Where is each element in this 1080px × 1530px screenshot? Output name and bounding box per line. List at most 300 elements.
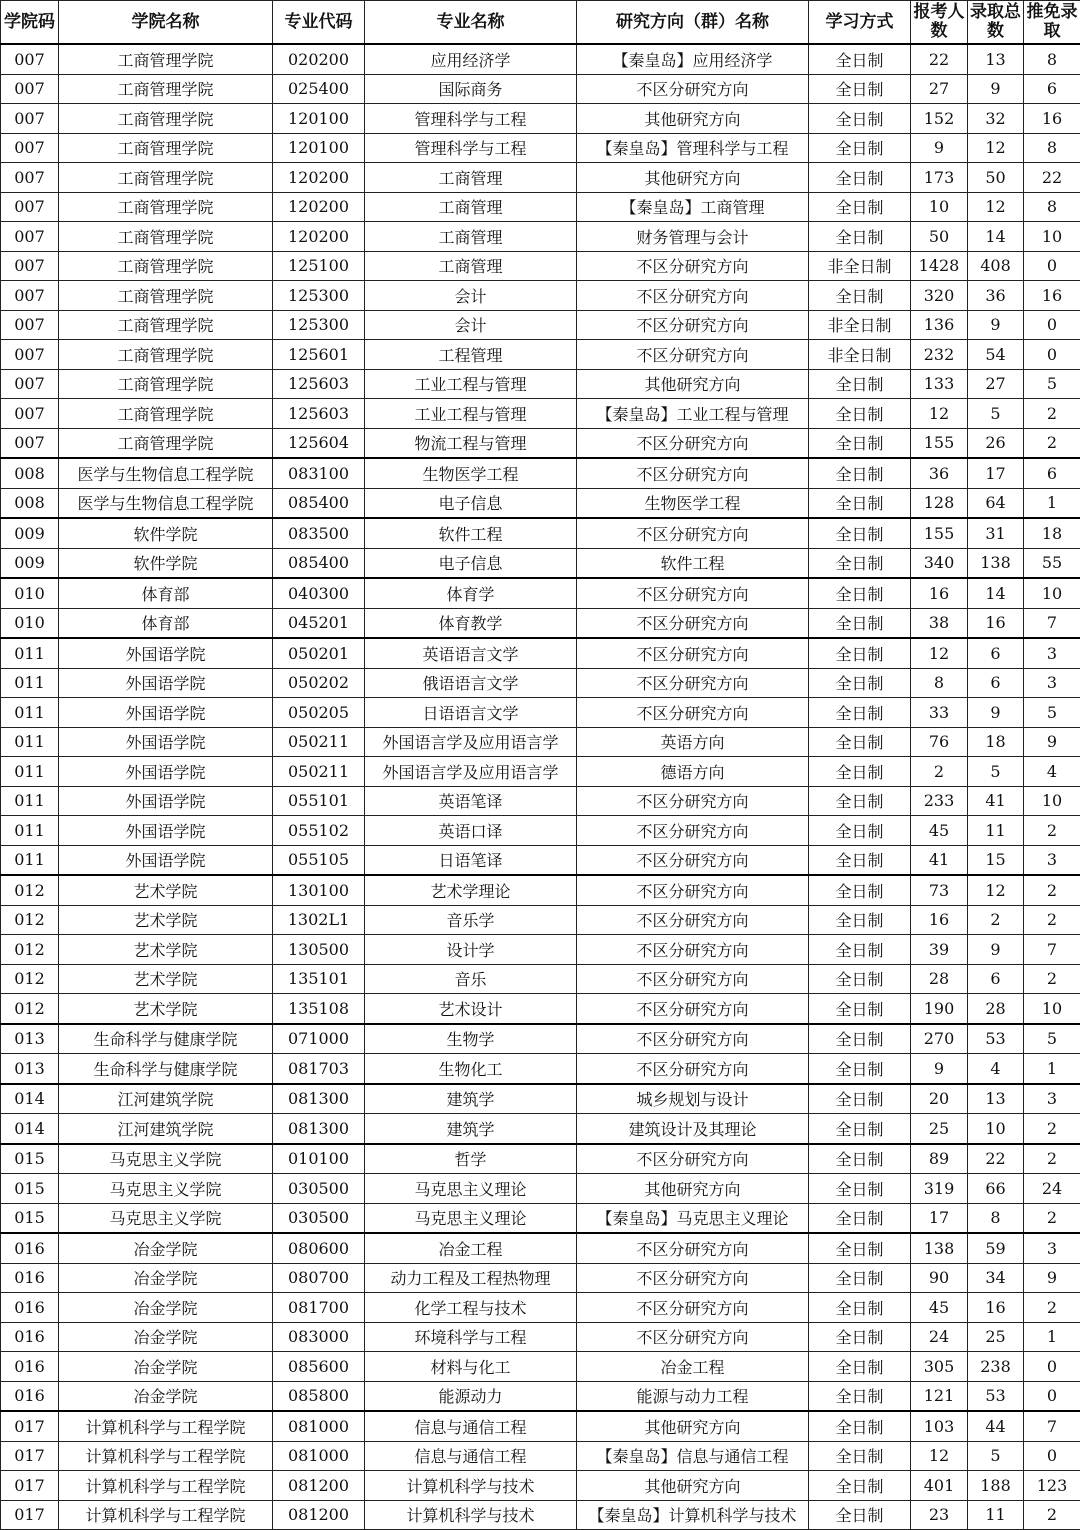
col-header-college-name: 学院名称 <box>59 1 273 45</box>
major-code-cell: 081200 <box>273 1471 365 1501</box>
college-name-cell: 工商管理学院 <box>59 428 273 458</box>
major-name-cell: 建筑学 <box>365 1084 577 1114</box>
college-name-cell: 冶金学院 <box>59 1381 273 1411</box>
research-direction-cell: 财务管理与会计 <box>577 222 809 252</box>
college-name-cell: 工商管理学院 <box>59 310 273 340</box>
table-row <box>1 1233 1080 1263</box>
applicants-cell: 319 <box>911 1174 968 1204</box>
applicants-cell: 50 <box>911 222 968 252</box>
major-name-cell: 工程管理 <box>365 340 577 370</box>
college-name-cell: 工商管理学院 <box>59 104 273 134</box>
recommended-admitted-cell: 8 <box>1024 192 1080 222</box>
study-mode-cell: 全日制 <box>809 1054 911 1084</box>
table-row <box>1 845 1080 875</box>
research-direction-cell: 英语方向 <box>577 727 809 757</box>
college-name-cell: 工商管理学院 <box>59 192 273 222</box>
applicants-cell: 401 <box>911 1471 968 1501</box>
recommended-admitted-cell: 16 <box>1024 104 1080 134</box>
applicants-cell: 12 <box>911 638 968 668</box>
applicants-cell: 23 <box>911 1500 968 1530</box>
admitted-total-cell: 53 <box>968 1024 1024 1054</box>
admitted-total-cell: 17 <box>968 458 1024 488</box>
research-direction-cell: 不区分研究方向 <box>577 1144 809 1174</box>
college-code-cell: 011 <box>1 668 59 698</box>
college-code-cell: 012 <box>1 935 59 965</box>
applicants-cell: 1428 <box>911 251 968 281</box>
table-row <box>1 251 1080 281</box>
major-name-cell: 工商管理 <box>365 163 577 193</box>
research-direction-cell: 城乡规划与设计 <box>577 1084 809 1114</box>
study-mode-cell: 全日制 <box>809 1293 911 1323</box>
table-row <box>1 222 1080 252</box>
study-mode-cell: 全日制 <box>809 133 911 163</box>
table-row <box>1 458 1080 488</box>
college-name-cell: 艺术学院 <box>59 875 273 905</box>
recommended-admitted-cell: 9 <box>1024 1263 1080 1293</box>
major-name-cell: 日语语言文学 <box>365 698 577 728</box>
table-row <box>1 310 1080 340</box>
college-code-cell: 007 <box>1 74 59 104</box>
major-name-cell: 俄语语言文学 <box>365 668 577 698</box>
applicants-cell: 73 <box>911 875 968 905</box>
study-mode-cell: 全日制 <box>809 399 911 429</box>
major-name-cell: 信息与通信工程 <box>365 1441 577 1471</box>
admitted-total-cell: 14 <box>968 222 1024 252</box>
admitted-total-cell: 2 <box>968 905 1024 935</box>
admitted-total-cell: 59 <box>968 1233 1024 1263</box>
recommended-admitted-cell: 2 <box>1024 428 1080 458</box>
applicants-cell: 121 <box>911 1381 968 1411</box>
applicants-cell: 232 <box>911 340 968 370</box>
major-name-cell: 生物学 <box>365 1024 577 1054</box>
college-code-cell: 007 <box>1 192 59 222</box>
table-row <box>1 548 1080 578</box>
table-row <box>1 578 1080 608</box>
admitted-total-cell: 64 <box>968 488 1024 518</box>
admitted-total-cell: 16 <box>968 608 1024 638</box>
research-direction-cell: 不区分研究方向 <box>577 1024 809 1054</box>
recommended-admitted-cell: 3 <box>1024 1084 1080 1114</box>
applicants-cell: 38 <box>911 608 968 638</box>
college-name-cell: 工商管理学院 <box>59 44 273 74</box>
applicants-cell: 155 <box>911 518 968 548</box>
college-name-cell: 计算机科学与工程学院 <box>59 1500 273 1530</box>
research-direction-cell: 建筑设计及其理论 <box>577 1114 809 1144</box>
college-name-cell: 外国语学院 <box>59 638 273 668</box>
college-code-cell: 011 <box>1 698 59 728</box>
major-code-cell: 120100 <box>273 104 365 134</box>
recommended-admitted-cell: 9 <box>1024 727 1080 757</box>
admitted-total-cell: 28 <box>968 994 1024 1024</box>
table-row <box>1 1263 1080 1293</box>
major-code-cell: 030500 <box>273 1203 365 1233</box>
applicants-cell: 25 <box>911 1114 968 1144</box>
major-code-cell: 050201 <box>273 638 365 668</box>
study-mode-cell: 全日制 <box>809 608 911 638</box>
study-mode-cell: 全日制 <box>809 1381 911 1411</box>
research-direction-cell: 不区分研究方向 <box>577 518 809 548</box>
admitted-total-cell: 13 <box>968 44 1024 74</box>
major-code-cell: 055101 <box>273 786 365 816</box>
college-name-cell: 马克思主义学院 <box>59 1203 273 1233</box>
major-name-cell: 工商管理 <box>365 251 577 281</box>
college-code-cell: 017 <box>1 1500 59 1530</box>
major-code-cell: 080700 <box>273 1263 365 1293</box>
college-name-cell: 马克思主义学院 <box>59 1174 273 1204</box>
major-name-cell: 管理科学与工程 <box>365 133 577 163</box>
college-name-cell: 医学与生物信息工程学院 <box>59 488 273 518</box>
college-code-cell: 012 <box>1 994 59 1024</box>
major-code-cell: 125604 <box>273 428 365 458</box>
applicants-cell: 138 <box>911 1233 968 1263</box>
major-code-cell: 083500 <box>273 518 365 548</box>
college-code-cell: 007 <box>1 133 59 163</box>
college-name-cell: 外国语学院 <box>59 757 273 787</box>
table-row <box>1 281 1080 311</box>
major-code-cell: 083100 <box>273 458 365 488</box>
table-row <box>1 816 1080 846</box>
table-row <box>1 163 1080 193</box>
study-mode-cell: 全日制 <box>809 1114 911 1144</box>
research-direction-cell: 德语方向 <box>577 757 809 787</box>
admitted-total-cell: 9 <box>968 698 1024 728</box>
major-name-cell: 英语口译 <box>365 816 577 846</box>
major-code-cell: 045201 <box>273 608 365 638</box>
recommended-admitted-cell: 7 <box>1024 1411 1080 1441</box>
major-name-cell: 哲学 <box>365 1144 577 1174</box>
applicants-cell: 45 <box>911 1293 968 1323</box>
header-row <box>1 1 1080 45</box>
admitted-total-cell: 6 <box>968 638 1024 668</box>
major-name-cell: 工业工程与管理 <box>365 369 577 399</box>
applicants-cell: 33 <box>911 698 968 728</box>
table-row <box>1 399 1080 429</box>
study-mode-cell: 全日制 <box>809 875 911 905</box>
major-name-cell: 工商管理 <box>365 192 577 222</box>
recommended-admitted-cell: 2 <box>1024 399 1080 429</box>
major-code-cell: 125300 <box>273 310 365 340</box>
table-row <box>1 104 1080 134</box>
research-direction-cell: 不区分研究方向 <box>577 845 809 875</box>
recommended-admitted-cell: 3 <box>1024 845 1080 875</box>
table-row <box>1 192 1080 222</box>
major-name-cell: 艺术设计 <box>365 994 577 1024</box>
college-code-cell: 011 <box>1 727 59 757</box>
recommended-admitted-cell: 10 <box>1024 786 1080 816</box>
study-mode-cell: 全日制 <box>809 548 911 578</box>
table-row <box>1 1024 1080 1054</box>
college-name-cell: 外国语学院 <box>59 786 273 816</box>
recommended-admitted-cell: 6 <box>1024 458 1080 488</box>
college-name-cell: 冶金学院 <box>59 1293 273 1323</box>
recommended-admitted-cell: 1 <box>1024 1322 1080 1352</box>
college-name-cell: 工商管理学院 <box>59 281 273 311</box>
study-mode-cell: 全日制 <box>809 786 911 816</box>
applicants-cell: 41 <box>911 845 968 875</box>
table-row <box>1 727 1080 757</box>
recommended-admitted-cell: 0 <box>1024 310 1080 340</box>
admitted-total-cell: 14 <box>968 578 1024 608</box>
major-code-cell: 081000 <box>273 1411 365 1441</box>
research-direction-cell: 【秦皇岛】应用经济学 <box>577 44 809 74</box>
research-direction-cell: 不区分研究方向 <box>577 1322 809 1352</box>
admitted-total-cell: 4 <box>968 1054 1024 1084</box>
study-mode-cell: 全日制 <box>809 1411 911 1441</box>
college-code-cell: 011 <box>1 786 59 816</box>
college-name-cell: 冶金学院 <box>59 1352 273 1382</box>
major-code-cell: 081000 <box>273 1441 365 1471</box>
table-row <box>1 668 1080 698</box>
major-code-cell: 030500 <box>273 1174 365 1204</box>
study-mode-cell: 全日制 <box>809 905 911 935</box>
table-row <box>1 1441 1080 1471</box>
admitted-total-cell: 5 <box>968 757 1024 787</box>
major-name-cell: 体育学 <box>365 578 577 608</box>
college-name-cell: 冶金学院 <box>59 1263 273 1293</box>
major-code-cell: 085400 <box>273 488 365 518</box>
admitted-total-cell: 22 <box>968 1144 1024 1174</box>
study-mode-cell: 全日制 <box>809 638 911 668</box>
study-mode-cell: 全日制 <box>809 1084 911 1114</box>
college-name-cell: 外国语学院 <box>59 727 273 757</box>
admitted-total-cell: 9 <box>968 935 1024 965</box>
major-code-cell: 120200 <box>273 222 365 252</box>
major-name-cell: 马克思主义理论 <box>365 1203 577 1233</box>
major-code-cell: 081200 <box>273 1500 365 1530</box>
recommended-admitted-cell: 6 <box>1024 74 1080 104</box>
major-code-cell: 050211 <box>273 727 365 757</box>
study-mode-cell: 全日制 <box>809 458 911 488</box>
major-code-cell: 135108 <box>273 994 365 1024</box>
admitted-total-cell: 9 <box>968 74 1024 104</box>
table-row <box>1 369 1080 399</box>
admitted-total-cell: 5 <box>968 1441 1024 1471</box>
recommended-admitted-cell: 5 <box>1024 698 1080 728</box>
col-header-applicants: 报考人数 <box>911 1 968 45</box>
table-row <box>1 340 1080 370</box>
major-code-cell: 020200 <box>273 44 365 74</box>
college-name-cell: 工商管理学院 <box>59 251 273 281</box>
applicants-cell: 20 <box>911 1084 968 1114</box>
college-name-cell: 工商管理学院 <box>59 74 273 104</box>
applicants-cell: 9 <box>911 1054 968 1084</box>
applicants-cell: 90 <box>911 1263 968 1293</box>
major-code-cell: 081700 <box>273 1293 365 1323</box>
applicants-cell: 89 <box>911 1144 968 1174</box>
major-code-cell: 050202 <box>273 668 365 698</box>
research-direction-cell: 不区分研究方向 <box>577 698 809 728</box>
college-code-cell: 007 <box>1 44 59 74</box>
college-name-cell: 工商管理学院 <box>59 399 273 429</box>
recommended-admitted-cell: 0 <box>1024 1381 1080 1411</box>
research-direction-cell: 其他研究方向 <box>577 1411 809 1441</box>
college-code-cell: 007 <box>1 251 59 281</box>
major-code-cell: 085600 <box>273 1352 365 1382</box>
major-code-cell: 125603 <box>273 399 365 429</box>
table-row <box>1 935 1080 965</box>
college-name-cell: 外国语学院 <box>59 698 273 728</box>
college-code-cell: 007 <box>1 340 59 370</box>
major-code-cell: 010100 <box>273 1144 365 1174</box>
table-row <box>1 1054 1080 1084</box>
college-code-cell: 012 <box>1 875 59 905</box>
major-name-cell: 工业工程与管理 <box>365 399 577 429</box>
study-mode-cell: 全日制 <box>809 1203 911 1233</box>
applicants-cell: 152 <box>911 104 968 134</box>
college-name-cell: 生命科学与健康学院 <box>59 1024 273 1054</box>
study-mode-cell: 全日制 <box>809 1263 911 1293</box>
major-code-cell: 120200 <box>273 163 365 193</box>
col-header-research-direction: 研究方向（群）名称 <box>577 1 809 45</box>
major-name-cell: 外国语言学及应用语言学 <box>365 727 577 757</box>
study-mode-cell: 全日制 <box>809 488 911 518</box>
major-name-cell: 环境科学与工程 <box>365 1322 577 1352</box>
college-name-cell: 计算机科学与工程学院 <box>59 1411 273 1441</box>
applicants-cell: 2 <box>911 757 968 787</box>
col-header-recommended-admitted: 推免录取 <box>1024 1 1080 45</box>
study-mode-cell: 非全日制 <box>809 310 911 340</box>
recommended-admitted-cell: 0 <box>1024 340 1080 370</box>
college-name-cell: 冶金学院 <box>59 1322 273 1352</box>
major-code-cell: 071000 <box>273 1024 365 1054</box>
study-mode-cell: 全日制 <box>809 74 911 104</box>
table-row <box>1 1471 1080 1501</box>
research-direction-cell: 不区分研究方向 <box>577 905 809 935</box>
research-direction-cell: 冶金工程 <box>577 1352 809 1382</box>
college-code-cell: 007 <box>1 310 59 340</box>
applicants-cell: 155 <box>911 428 968 458</box>
college-name-cell: 艺术学院 <box>59 964 273 994</box>
research-direction-cell: 不区分研究方向 <box>577 1054 809 1084</box>
study-mode-cell: 全日制 <box>809 222 911 252</box>
research-direction-cell: 【秦皇岛】计算机科学与技术 <box>577 1500 809 1530</box>
applicants-cell: 320 <box>911 281 968 311</box>
recommended-admitted-cell: 2 <box>1024 1144 1080 1174</box>
recommended-admitted-cell: 3 <box>1024 668 1080 698</box>
research-direction-cell: 不区分研究方向 <box>577 578 809 608</box>
recommended-admitted-cell: 0 <box>1024 251 1080 281</box>
research-direction-cell: 其他研究方向 <box>577 369 809 399</box>
major-code-cell: 120100 <box>273 133 365 163</box>
admitted-total-cell: 36 <box>968 281 1024 311</box>
major-code-cell: 050205 <box>273 698 365 728</box>
recommended-admitted-cell: 2 <box>1024 875 1080 905</box>
admitted-total-cell: 27 <box>968 369 1024 399</box>
applicants-cell: 340 <box>911 548 968 578</box>
college-code-cell: 014 <box>1 1084 59 1114</box>
research-direction-cell: 不区分研究方向 <box>577 994 809 1024</box>
major-name-cell: 计算机科学与技术 <box>365 1500 577 1530</box>
applicants-cell: 103 <box>911 1411 968 1441</box>
research-direction-cell: 不区分研究方向 <box>577 935 809 965</box>
major-code-cell: 055105 <box>273 845 365 875</box>
study-mode-cell: 全日制 <box>809 44 911 74</box>
research-direction-cell: 不区分研究方向 <box>577 458 809 488</box>
college-code-cell: 007 <box>1 104 59 134</box>
college-name-cell: 软件学院 <box>59 518 273 548</box>
admitted-total-cell: 53 <box>968 1381 1024 1411</box>
admitted-total-cell: 9 <box>968 310 1024 340</box>
recommended-admitted-cell: 2 <box>1024 1203 1080 1233</box>
college-name-cell: 工商管理学院 <box>59 340 273 370</box>
college-code-cell: 007 <box>1 399 59 429</box>
major-code-cell: 125601 <box>273 340 365 370</box>
applicants-cell: 10 <box>911 192 968 222</box>
table-row <box>1 757 1080 787</box>
major-code-cell: 081703 <box>273 1054 365 1084</box>
research-direction-cell: 不区分研究方向 <box>577 1263 809 1293</box>
recommended-admitted-cell: 2 <box>1024 964 1080 994</box>
table-row <box>1 1114 1080 1144</box>
major-name-cell: 材料与化工 <box>365 1352 577 1382</box>
major-code-cell: 120200 <box>273 192 365 222</box>
research-direction-cell: 【秦皇岛】管理科学与工程 <box>577 133 809 163</box>
recommended-admitted-cell: 18 <box>1024 518 1080 548</box>
applicants-cell: 36 <box>911 458 968 488</box>
major-name-cell: 软件工程 <box>365 518 577 548</box>
col-header-admitted-total: 录取总数 <box>968 1 1024 45</box>
college-name-cell: 艺术学院 <box>59 994 273 1024</box>
major-code-cell: 083000 <box>273 1322 365 1352</box>
major-name-cell: 艺术学理论 <box>365 875 577 905</box>
research-direction-cell: 不区分研究方向 <box>577 638 809 668</box>
applicants-cell: 45 <box>911 816 968 846</box>
table-row <box>1 1084 1080 1114</box>
college-code-cell: 007 <box>1 222 59 252</box>
college-name-cell: 软件学院 <box>59 548 273 578</box>
college-name-cell: 江河建筑学院 <box>59 1114 273 1144</box>
applicants-cell: 28 <box>911 964 968 994</box>
college-name-cell: 医学与生物信息工程学院 <box>59 458 273 488</box>
study-mode-cell: 全日制 <box>809 1471 911 1501</box>
recommended-admitted-cell: 24 <box>1024 1174 1080 1204</box>
research-direction-cell: 不区分研究方向 <box>577 964 809 994</box>
college-code-cell: 015 <box>1 1144 59 1174</box>
recommended-admitted-cell: 10 <box>1024 578 1080 608</box>
applicants-cell: 17 <box>911 1203 968 1233</box>
recommended-admitted-cell: 8 <box>1024 133 1080 163</box>
admitted-total-cell: 32 <box>968 104 1024 134</box>
study-mode-cell: 全日制 <box>809 163 911 193</box>
table-row <box>1 488 1080 518</box>
major-code-cell: 050211 <box>273 757 365 787</box>
college-code-cell: 012 <box>1 964 59 994</box>
major-name-cell: 冶金工程 <box>365 1233 577 1263</box>
research-direction-cell: 不区分研究方向 <box>577 251 809 281</box>
col-header-study-mode: 学习方式 <box>809 1 911 45</box>
college-code-cell: 007 <box>1 281 59 311</box>
study-mode-cell: 全日制 <box>809 1144 911 1174</box>
applicants-cell: 270 <box>911 1024 968 1054</box>
applicants-cell: 16 <box>911 578 968 608</box>
major-name-cell: 生物医学工程 <box>365 458 577 488</box>
college-code-cell: 016 <box>1 1233 59 1263</box>
major-name-cell: 管理科学与工程 <box>365 104 577 134</box>
major-name-cell: 国际商务 <box>365 74 577 104</box>
recommended-admitted-cell: 1 <box>1024 1054 1080 1084</box>
study-mode-cell: 全日制 <box>809 1322 911 1352</box>
major-name-cell: 电子信息 <box>365 488 577 518</box>
applicants-cell: 16 <box>911 905 968 935</box>
table-row <box>1 875 1080 905</box>
research-direction-cell: 其他研究方向 <box>577 104 809 134</box>
recommended-admitted-cell: 8 <box>1024 44 1080 74</box>
major-code-cell: 125300 <box>273 281 365 311</box>
recommended-admitted-cell: 2 <box>1024 1114 1080 1144</box>
college-name-cell: 体育部 <box>59 578 273 608</box>
college-code-cell: 017 <box>1 1441 59 1471</box>
major-name-cell: 日语笔译 <box>365 845 577 875</box>
